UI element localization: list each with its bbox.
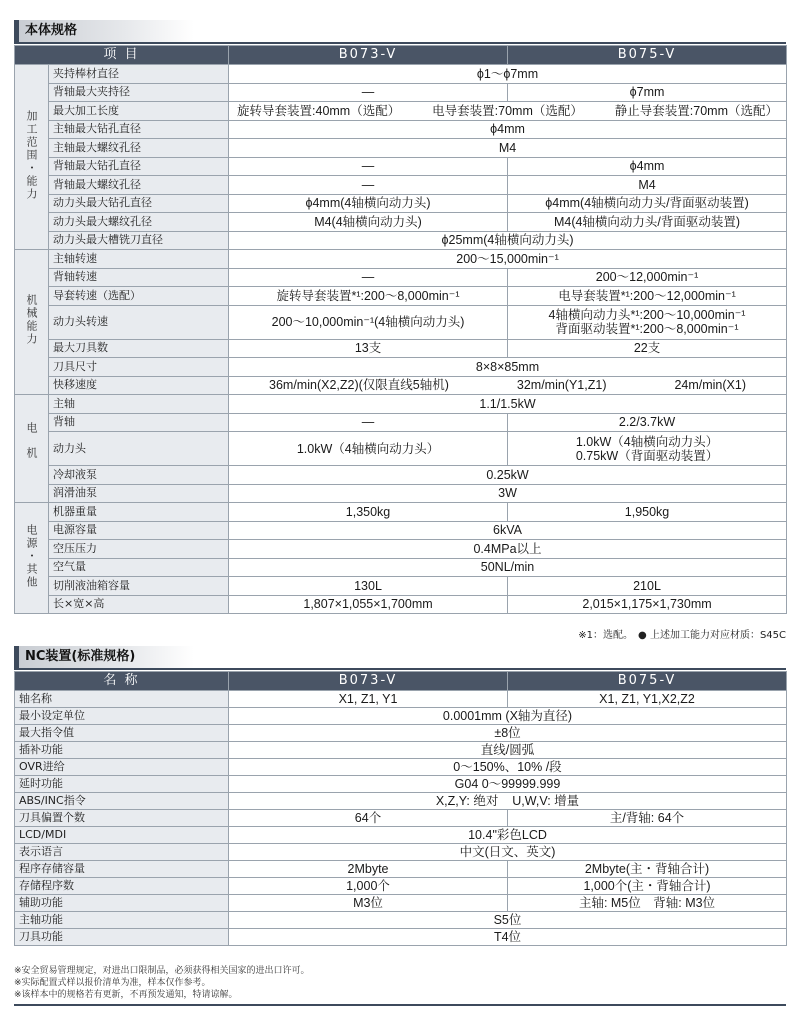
group-mechanical: 机械能力 [15,250,49,395]
nc-row-label: 主轴功能 [15,912,229,929]
nc-value: 0〜150%、10% /段 [229,759,787,776]
nc-row-label: 最大指令值 [15,725,229,742]
nc-value: 直线/圆弧 [229,742,787,759]
row-value-b073: 1.0kW（4轴横向动力头） [229,432,508,466]
nc-value-b073: 1,000个 [229,878,508,895]
row-label: 空压压力 [49,540,229,559]
row-value-b073: ϕ4mm(4轴横向动力头) [229,194,508,213]
nc-value: G04 0〜99999.999 [229,776,787,793]
row-value-b075: 1,950kg [508,503,787,522]
nc-table [14,671,787,946]
row-value-b073: 200〜10,000min⁻¹(4轴横向动力头) [229,305,508,339]
row-label: 机器重量 [49,503,229,522]
spec-table [14,45,787,614]
row-value-b075: 1.0kW（4轴横向动力头） 0.75kW（背面驱动装置） [508,432,787,466]
row-label: 动力头最大螺纹孔径 [49,213,229,232]
nc-value: S5位 [229,912,787,929]
nc-value: ±8位 [229,725,787,742]
row-label: 刀具尺寸 [49,358,229,377]
row-label: 动力头转速 [49,305,229,339]
nc-value-b073: M3位 [229,895,508,912]
row-value-b075: M4 [508,176,787,195]
row-label: 空气量 [49,558,229,577]
spec-head-b075: B075-V [508,46,787,65]
nc-value-b075: 主轴: M5位 背轴: M3位 [508,895,787,912]
row-value-b073: — [229,83,508,102]
row-label: 夹持棒材直径 [49,65,229,84]
group-power-other: 电源・其他 [15,503,49,614]
group-motor: 电机 [15,395,49,503]
row-value-b075: 22支 [508,339,787,358]
nc-value-b073: X1, Z1, Y1 [229,691,508,708]
nc-row-label: 刀具偏置个数 [15,810,229,827]
nc-value: 10.4"彩色LCD [229,827,787,844]
row-value: ϕ1〜ϕ7mm [229,65,787,84]
row-value: 6kVA [229,521,787,540]
spec-head-item: 项 目 [15,46,229,65]
nc-row-label: 延时功能 [15,776,229,793]
row-label: 动力头最大槽铣刀直径 [49,231,229,250]
row-value-b073: — [229,157,508,176]
row-label: 快移速度 [49,376,229,395]
nc-row-label: 最小设定单位 [15,708,229,725]
row-value-b073: 1,350kg [229,503,508,522]
row-label: 背轴最大螺纹孔径 [49,176,229,195]
nc-row-label: OVR进给 [15,759,229,776]
row-value: 0.4MPa以上 [229,540,787,559]
row-value-b075: 210L [508,577,787,596]
row-value-b075: 2.2/3.7kW [508,413,787,432]
nc-head-b075: B075-V [508,672,787,691]
row-value-b075: M4(4轴横向动力头/背面驱动装置) [508,213,787,232]
bottom-rule [14,1004,786,1006]
row-value-b075: ϕ4mm(4轴横向动力头/背面驱动装置) [508,194,787,213]
nc-row-label: 辅助功能 [15,895,229,912]
row-value-b073: — [229,176,508,195]
nc-value: 中文(日文、英文) [229,844,787,861]
nc-row-label: 程序存储容量 [15,861,229,878]
spec-head-b073: B073-V [229,46,508,65]
group-machining: 加工范围・能力 [15,65,49,250]
row-label: 背轴 [49,413,229,432]
row-label: 背轴最大夹持径 [49,83,229,102]
row-value: 1.1/1.5kW [229,395,787,414]
nc-row-label: ABS/INC指令 [15,793,229,810]
row-label: 背轴转速 [49,268,229,287]
row-label: 主轴 [49,395,229,414]
nc-head-b073: B073-V [229,672,508,691]
spec-note: ※1：选配。 ● 上述加工能力对应材质：S45C [578,630,786,641]
row-label: 润滑油泵 [49,484,229,503]
row-label: 长×宽×高 [49,595,229,614]
row-value-b073: M4(4轴横向动力头) [229,213,508,232]
spec-section-title: 本体规格 [14,20,194,42]
nc-row-label: 轴名称 [15,691,229,708]
row-label: 动力头最大钻孔直径 [49,194,229,213]
nc-value: X,Z,Y: 绝对 U,W,V: 增量 [229,793,787,810]
footnote-trade: ※安全贸易管理规定，对进出口限制品，必须获得相关国家的进出口许可。 [14,966,310,976]
row-value: 3W [229,484,787,503]
row-value-b073: 旋转导套装置*¹:200〜8,000min⁻¹ [229,287,508,306]
row-value: M4 [229,139,787,158]
row-label: 电源容量 [49,521,229,540]
row-value-b075: ϕ4mm [508,157,787,176]
footnote-config: ※实际配置式样以报价清单为准，样本仅作参考。 [14,978,211,988]
nc-value-b073: 2Mbyte [229,861,508,878]
row-label: 切削液油箱容量 [49,577,229,596]
row-label: 主轴最大螺纹孔径 [49,139,229,158]
row-value-b073: 1,807×1,055×1,700mm [229,595,508,614]
row-label: 最大加工长度 [49,102,229,121]
row-value: 200〜15,000min⁻¹ [229,250,787,269]
row-value-b075: 2,015×1,175×1,730mm [508,595,787,614]
spec-title-rule [14,42,786,44]
nc-head-item: 名 称 [15,672,229,691]
row-value-b075: ϕ7mm [508,83,787,102]
nc-value-b075: 2Mbyte(主・背轴合计) [508,861,787,878]
nc-title-rule [14,668,786,670]
row-value: ϕ25mm(4轴横向动力头) [229,231,787,250]
nc-row-label: 刀具功能 [15,929,229,946]
row-label: 背轴最大钻孔直径 [49,157,229,176]
row-value-b073: — [229,413,508,432]
row-value-b075: 4轴横向动力头*¹:200〜10,000min⁻¹ 背面驱动装置*¹:200〜8,000min⁻¹ [508,305,787,339]
row-value: 旋转导套装置:40mm（选配） 电导套装置:70mm（选配） 静止导套装置:70mm（选配） [229,102,787,121]
row-label: 最大刀具数 [49,339,229,358]
row-label: 导套转速（选配） [49,287,229,306]
nc-value-b075: 1,000个(主・背轴合计) [508,878,787,895]
nc-value-b075: X1, Z1, Y1,X2,Z2 [508,691,787,708]
nc-value: 0.0001mm (X轴为直径) [229,708,787,725]
row-label: 主轴最大钻孔直径 [49,120,229,139]
row-value-b075: 电导套装置*¹:200〜12,000min⁻¹ [508,287,787,306]
row-value-b073: 13支 [229,339,508,358]
row-value-b073: — [229,268,508,287]
nc-row-label: 插补功能 [15,742,229,759]
row-value: ϕ4mm [229,120,787,139]
nc-row-label: 存储程序数 [15,878,229,895]
nc-section-title: NC装置(标准规格) [14,646,194,668]
nc-row-label: 表示语言 [15,844,229,861]
row-value: 8×8×85mm [229,358,787,377]
nc-row-label: LCD/MDI [15,827,229,844]
row-label: 主轴转速 [49,250,229,269]
row-label: 冷却液泵 [49,466,229,485]
row-value-b075: 200〜12,000min⁻¹ [508,268,787,287]
row-value-b073: 130L [229,577,508,596]
nc-value-b075: 主/背轴: 64个 [508,810,787,827]
row-value: 0.25kW [229,466,787,485]
footnote-update: ※该样本中的规格若有更新，不再预发通知，特请谅解。 [14,990,238,1000]
row-value: 36m/min(X2,Z2)(仅限直线5轴机) 32m/min(Y1,Z1) 24m/min(X1) [229,376,787,395]
nc-value-b073: 64个 [229,810,508,827]
nc-value: T4位 [229,929,787,946]
row-label: 动力头 [49,432,229,466]
row-value: 50NL/min [229,558,787,577]
